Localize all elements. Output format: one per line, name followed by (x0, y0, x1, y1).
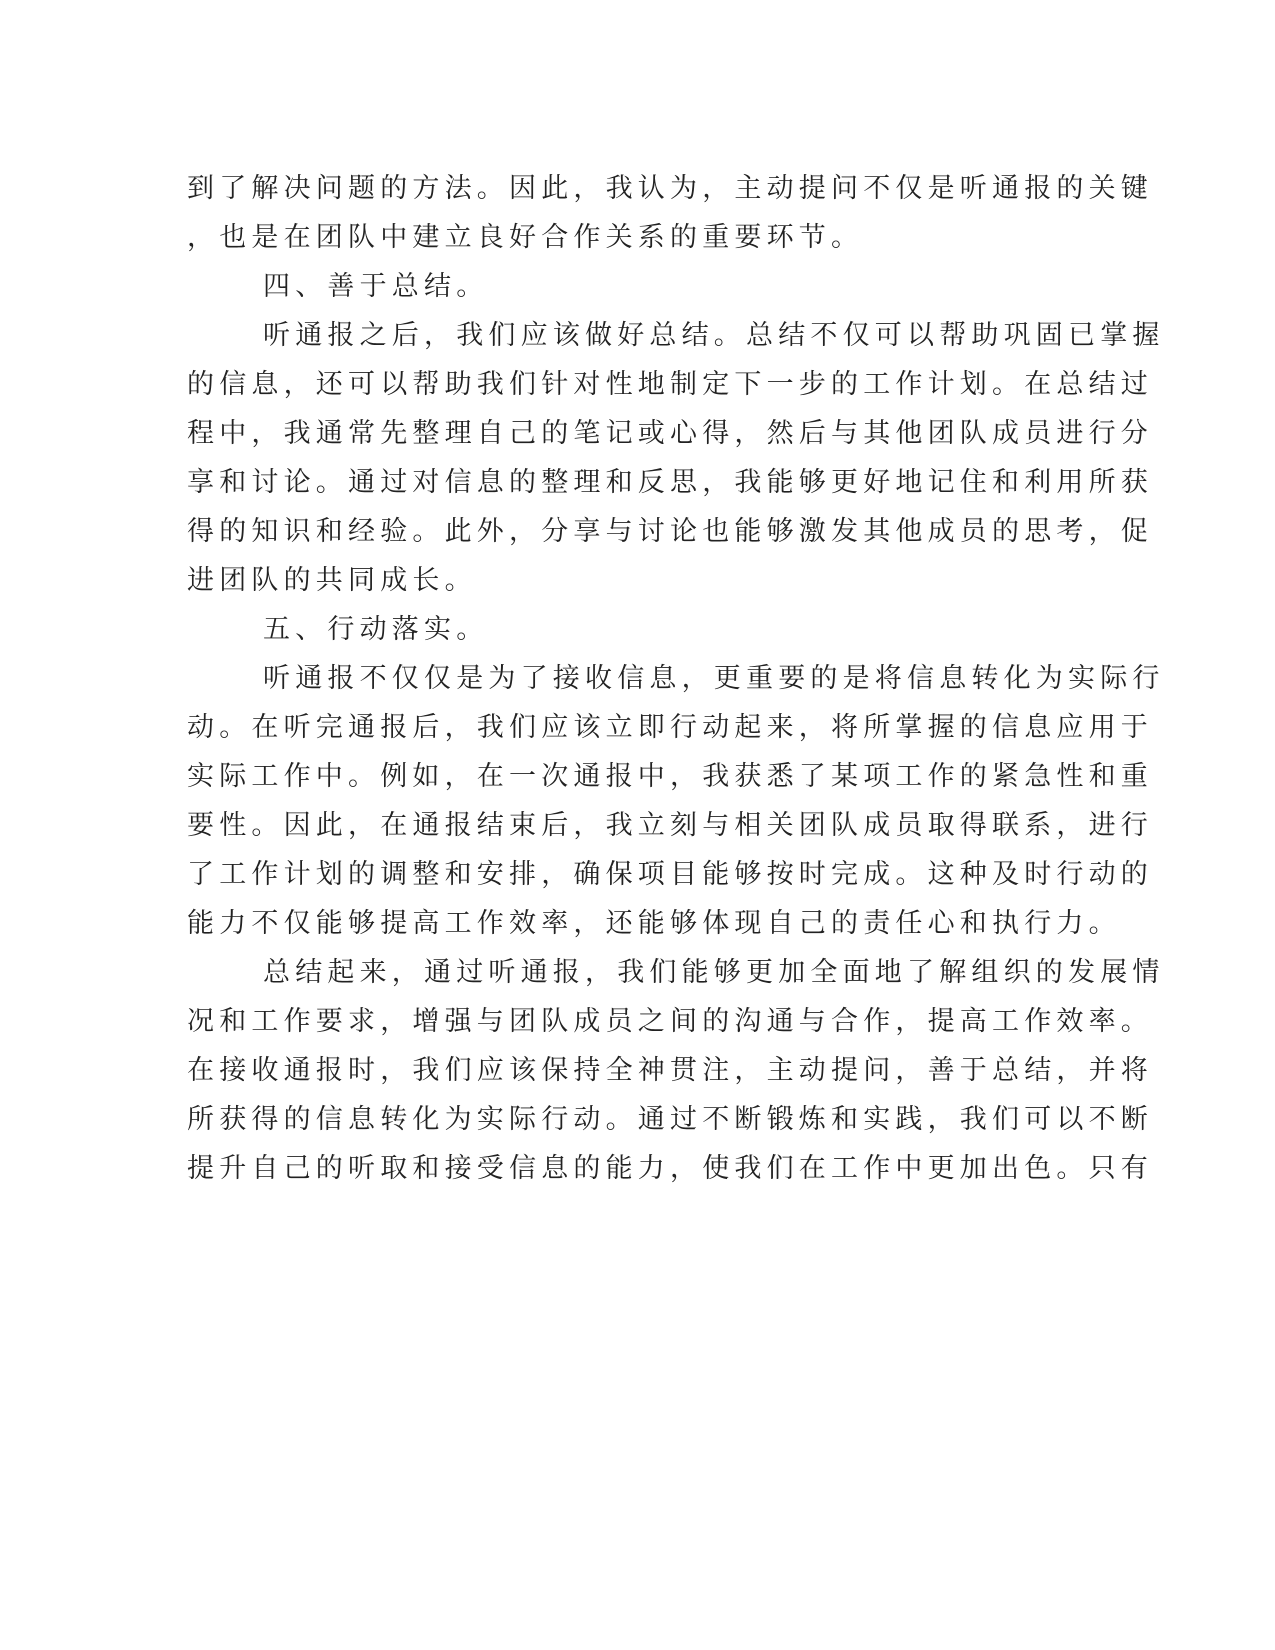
text-line: 在接收通报时，我们应该保持全神贯注，主动提问，善于总结，并将 (187, 1055, 1153, 1086)
text-line: 了工作计划的调整和安排，确保项目能够按时完成。这种及时行动的 (187, 859, 1153, 890)
text-line: 到了解决问题的方法。因此，我认为，主动提问不仅是听通报的关键 (187, 173, 1153, 204)
text-line: 要性。因此，在通报结束后，我立刻与相关团队成员取得联系，进行 (187, 810, 1153, 841)
text-line: 程中，我通常先整理自己的笔记或心得，然后与其他团队成员进行分 (187, 418, 1153, 449)
text-line: 能力不仅能够提高工作效率，还能够体现自己的责任心和执行力。 (187, 908, 1121, 939)
text-line: 得的知识和经验。此外，分享与讨论也能够激发其他成员的思考，促 (187, 516, 1153, 547)
text-line: 享和讨论。通过对信息的整理和反思，我能够更好地记住和利用所获 (187, 467, 1153, 498)
text-line: 提升自己的听取和接受信息的能力，使我们在工作中更加出色。只有 (187, 1153, 1153, 1184)
text-line: 听通报之后，我们应该做好总结。总结不仅可以帮助巩固已掌握 (263, 320, 1165, 351)
text-line: ，也是在团队中建立良好合作关系的重要环节。 (187, 222, 864, 253)
text-line: 总结起来，通过听通报，我们能够更加全面地了解组织的发展情 (263, 957, 1165, 988)
text-line: 况和工作要求，增强与团队成员之间的沟通与合作，提高工作效率。 (187, 1006, 1153, 1037)
text-line: 所获得的信息转化为实际行动。通过不断锻炼和实践，我们可以不断 (187, 1104, 1153, 1135)
text-line: 的信息，还可以帮助我们针对性地制定下一步的工作计划。在总结过 (187, 369, 1153, 400)
text-line: 实际工作中。例如，在一次通报中，我获悉了某项工作的紧急性和重 (187, 761, 1153, 792)
section-heading: 五、行动落实。 (263, 614, 489, 645)
text-line: 听通报不仅仅是为了接收信息，更重要的是将信息转化为实际行 (263, 663, 1165, 694)
text-line: 动。在听完通报后，我们应该立即行动起来，将所掌握的信息应用于 (187, 712, 1153, 743)
document-body (187, 164, 1165, 1193)
section-heading: 四、善于总结。 (263, 271, 489, 302)
text-line: 进团队的共同成长。 (187, 565, 477, 596)
